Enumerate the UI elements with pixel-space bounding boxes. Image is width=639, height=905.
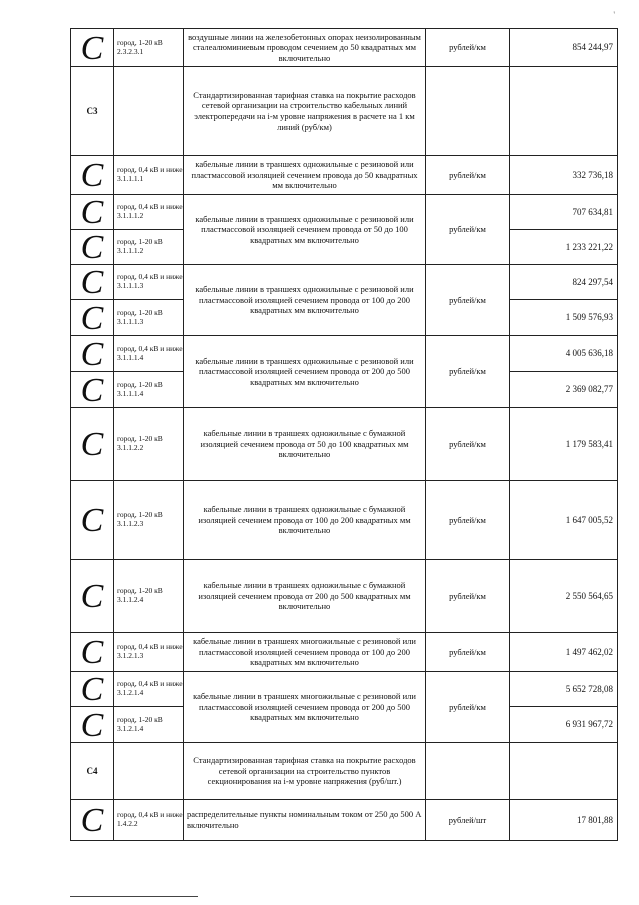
- unit-cell: рублей/км: [426, 481, 510, 560]
- table-row: [71, 560, 618, 633]
- value-cell: 6 931 967,72: [510, 707, 618, 743]
- description-cell: кабельные линии в траншеях одножильные с резиновой или пластмассовой изоляцией сечением провода от 100 до 200 квадратных мм включительно: [184, 265, 426, 336]
- value-cell: 5 652 728,08: [510, 672, 618, 707]
- table-row: [71, 156, 618, 195]
- empty-cell: [114, 67, 184, 156]
- category-letter: C: [80, 157, 104, 194]
- code-cell: [71, 672, 114, 707]
- category-letter: C: [80, 634, 104, 671]
- corner-tick-mark: ': [613, 10, 615, 20]
- code-cell: [71, 707, 114, 743]
- empty-cell: [510, 743, 618, 800]
- code-cell: [71, 800, 114, 841]
- empty-cell: [426, 67, 510, 156]
- category-letter: C: [80, 29, 104, 67]
- table-row: [71, 408, 618, 481]
- code-cell: [71, 265, 114, 300]
- voltage-code-cell: город, 0,4 кВ и ниже 3.1.1.1.3: [114, 265, 184, 300]
- unit-cell: рублей/км: [426, 265, 510, 336]
- unit-cell: рублей/км: [426, 633, 510, 672]
- unit-cell: рублей/км: [426, 672, 510, 743]
- code-cell: [71, 408, 114, 481]
- code-cell: [71, 156, 114, 195]
- unit-cell: рублей/км: [426, 156, 510, 195]
- category-letter: C: [80, 299, 104, 337]
- table-row: [71, 195, 618, 230]
- value-cell: 1 509 576,93: [510, 300, 618, 336]
- unit-cell: рублей/км: [426, 408, 510, 481]
- description-cell: кабельные линии в траншеях одножильные с резиновой или пластмассовой изоляцией сечением провода от 200 до 500 квадратных мм включительно: [184, 336, 426, 408]
- table-row: [71, 633, 618, 672]
- unit-cell: рублей/шт: [426, 800, 510, 841]
- unit-cell: рублей/км: [426, 29, 510, 67]
- empty-cell: [510, 67, 618, 156]
- empty-cell: [426, 743, 510, 800]
- table-row: [71, 29, 618, 67]
- value-cell: 854 244,97: [510, 29, 618, 67]
- category-letter: C: [80, 706, 104, 744]
- voltage-code-cell: город, 0,4 кВ и ниже 3.1.1.1.4: [114, 336, 184, 372]
- code-cell: [71, 481, 114, 560]
- unit-cell: рублей/км: [426, 195, 510, 265]
- value-cell: 1 647 005,52: [510, 481, 618, 560]
- table-row: [71, 481, 618, 560]
- empty-cell: [114, 743, 184, 800]
- code-cell: [71, 230, 114, 265]
- category-letter: C: [80, 264, 104, 301]
- section-code: С3: [86, 105, 98, 116]
- table-row: [71, 336, 618, 372]
- description-cell: кабельные линии в траншеях многожильные с резиновой или пластмассовой изоляцией сечением провода от 100 до 200 квадратных мм включительно: [184, 633, 426, 672]
- category-letter: C: [80, 502, 104, 539]
- voltage-code-cell: город, 1-20 кВ 3.1.1.1.2: [114, 230, 184, 265]
- value-cell: 1 233 221,22: [510, 230, 618, 265]
- unit-cell: рублей/км: [426, 560, 510, 633]
- code-cell: [71, 29, 114, 67]
- table-row: [71, 265, 618, 300]
- voltage-code-cell: город, 1-20 кВ 3.1.1.1.4: [114, 372, 184, 408]
- value-cell: 17 801,88: [510, 800, 618, 841]
- footnote-separator: [70, 896, 198, 897]
- voltage-code-cell: город, 0,4 кВ и ниже 3.1.1.1.1: [114, 156, 184, 195]
- voltage-code-cell: город, 1-20 кВ 3.1.2.1.4: [114, 707, 184, 743]
- code-cell: [71, 372, 114, 408]
- description-cell: распределительные пункты номинальным током от 250 до 500 А включительно: [184, 800, 426, 841]
- section-code-cell: [71, 67, 114, 156]
- value-cell: 707 634,81: [510, 195, 618, 230]
- section-description: Стандартизированная тарифная ставка на покрытие расходов сетевой организации на строительство кабельных линий электропередачи на i-м уровне напряжения в расчете на 1 км линий (руб/км): [184, 67, 426, 156]
- voltage-code-cell: город, 0,4 кВ и ниже 3.1.1.1.2: [114, 195, 184, 230]
- code-cell: [71, 195, 114, 230]
- value-cell: 2 550 564,65: [510, 560, 618, 633]
- code-cell: [71, 336, 114, 372]
- value-cell: 824 297,54: [510, 265, 618, 300]
- category-letter: C: [80, 802, 104, 839]
- code-cell: [71, 633, 114, 672]
- description-cell: воздушные линии на железобетонных опорах неизолированным сталеалюминиевым проводом сечением до 50 квадратных мм включительно: [184, 29, 426, 67]
- section-row: [71, 743, 618, 800]
- value-cell: 1 179 583,41: [510, 408, 618, 481]
- voltage-code-cell: город, 0,4 кВ и ниже 3.1.2.1.3: [114, 633, 184, 672]
- category-letter: C: [80, 578, 104, 615]
- description-cell: кабельные линии в траншеях одножильные с бумажной изоляцией сечением провода от 50 до 100 квадратных мм включительно: [184, 408, 426, 481]
- value-cell: 1 497 462,02: [510, 633, 618, 672]
- code-cell: [71, 560, 114, 633]
- category-letter: C: [80, 371, 104, 409]
- value-cell: 332 736,18: [510, 156, 618, 195]
- description-cell: кабельные линии в траншеях многожильные с резиновой или пластмассовой изоляцией сечением провода от 200 до 500 квадратных мм включительно: [184, 672, 426, 743]
- value-cell: 4 005 636,18: [510, 336, 618, 372]
- voltage-code-cell: город, 1-20 кВ 3.1.1.2.4: [114, 560, 184, 633]
- voltage-code-cell: город, 1-20 кВ 2.3.2.3.1: [114, 29, 184, 67]
- table-row: [71, 672, 618, 707]
- section-code: С4: [86, 765, 98, 776]
- section-description: Стандартизированная тарифная ставка на покрытие расходов сетевой организации на строительство пунктов секционирования на i-м уровне напряжения (руб/шт.): [184, 743, 426, 800]
- description-cell: кабельные линии в траншеях одножильные с бумажной изоляцией сечением провода от 100 до 200 квадратных мм включительно: [184, 481, 426, 560]
- category-letter: C: [80, 229, 104, 266]
- category-letter: C: [80, 194, 104, 231]
- section-code-cell: [71, 743, 114, 800]
- category-letter: C: [80, 671, 104, 708]
- voltage-code-cell: город, 1-20 кВ 3.1.1.2.3: [114, 481, 184, 560]
- voltage-code-cell: город, 0,4 кВ и ниже 1.4.2.2: [114, 800, 184, 841]
- voltage-code-cell: город, 0,4 кВ и ниже 3.1.2.1.4: [114, 672, 184, 707]
- description-cell: кабельные линии в траншеях одножильные с резиновой или пластмассовой изоляцией сечением провода до 50 квадратных мм включительно: [184, 156, 426, 195]
- description-cell: кабельные линии в траншеях одножильные с резиновой или пластмассовой изоляцией сечением провода от 50 до 100 квадратных мм включительно: [184, 195, 426, 265]
- value-cell: 2 369 082,77: [510, 372, 618, 408]
- voltage-code-cell: город, 1-20 кВ 3.1.1.2.2: [114, 408, 184, 481]
- category-letter: C: [80, 335, 104, 373]
- code-cell: [71, 300, 114, 336]
- table-row: [71, 800, 618, 841]
- description-cell: кабельные линии в траншеях одножильные с бумажной изоляцией сечением провода от 200 до 500 квадратных мм включительно: [184, 560, 426, 633]
- tariff-table: [70, 28, 618, 841]
- unit-cell: рублей/км: [426, 336, 510, 408]
- voltage-code-cell: город, 1-20 кВ 3.1.1.1.3: [114, 300, 184, 336]
- section-row: [71, 67, 618, 156]
- category-letter: C: [80, 426, 104, 463]
